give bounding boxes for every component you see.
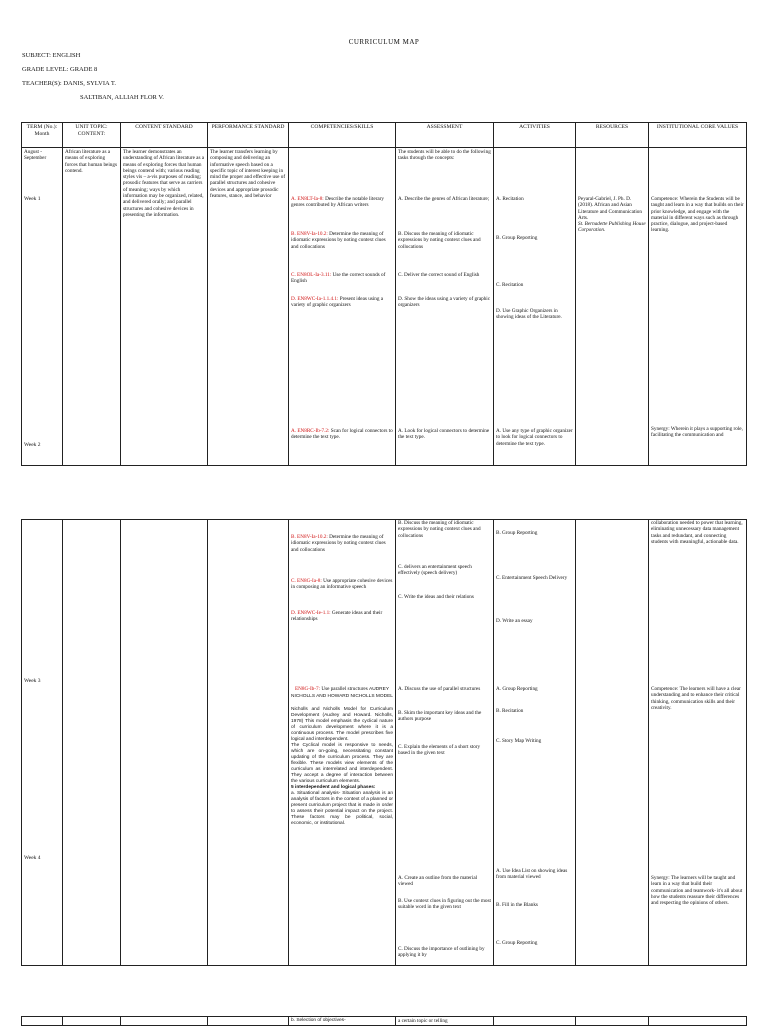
unit-cell [63, 520, 121, 966]
competency-text: Describe the notable literary genres contributed by African writers [291, 196, 384, 209]
content-standard-cell: The learner demonstrates an understanding of African literature as a means of exploring forces that human beings contend with; various reading styles vis – a-vis purposes of reading; prosodic features that serve as carriers of meaning; ways by which information may be organized, related, and delivered orally; and parallel structures and cohesive devices in presenting the information. [121, 148, 208, 466]
activity-h: A. Use Idea List on showing ideas from material viewed [496, 868, 568, 881]
week-3-label: Week 3 [24, 678, 41, 684]
competency-text: Use parallel structures [320, 686, 368, 692]
grade-line: GRADE LEVEL: GRADE 8 [22, 66, 98, 73]
assessment-j: C. Discuss the importance of outlining by applying it by [398, 946, 485, 959]
resources-cell [576, 520, 649, 966]
competency-text: Generate ideas and their relationships [291, 610, 383, 623]
table-row [22, 520, 747, 966]
competency-text: Use the correct sounds of English [291, 272, 386, 285]
resource-publisher: St. Bernadette Publishing House Corporation. [578, 221, 646, 234]
core-values-cell [649, 148, 747, 466]
table-row [22, 1017, 747, 1026]
performance-standard-cell [208, 1017, 289, 1026]
performance-standard-cell: The learner transfers learning by composing and delivering an informative speech based on a specific topic of interest keeping in mind the proper and effective use of parallel structures and cohesive devices and appropriate prosodic features, stance, and behavior [208, 148, 289, 466]
activity-f: B. Recitation [496, 708, 524, 714]
competency-text: Present ideas using a variety of graphic organizers [291, 296, 384, 309]
competency-code: A. EN8RC-Ib-7.2: [291, 428, 330, 434]
col-header-resources: RESOURCES [576, 123, 649, 148]
assessment-c: C. delivers an entertainment speech effectively (speech delivery) [398, 564, 472, 577]
col-header-assessment: ASSESSMENT [396, 123, 494, 148]
resources-cell [576, 1017, 649, 1026]
activity-c: C. Recitation [496, 282, 524, 288]
model-paragraph-3: 5 interdependent and logical phases: [291, 785, 376, 790]
competency-b [291, 231, 393, 250]
week-2-label: Week 2 [24, 442, 41, 448]
assessment-e: A. Look for logical connectors to determine the text type. [398, 428, 490, 441]
term-month: August - September [24, 149, 47, 162]
competency-code: D. EN8WC-Ia-1.1.4.1: [291, 296, 339, 302]
competency-e [291, 428, 393, 441]
competency-code: C. EN8G-Ia-8: [291, 578, 322, 584]
core-value-competence: Competence: The learners will have a clear understanding and to enhance their critical thinking, communication skills and their creativity. [651, 686, 741, 711]
col-header-core-values: INSTITUTIONAL CORE VALUES [649, 123, 747, 148]
competency-c [291, 578, 393, 591]
model-title: AUDREY NICHOLLS AND HOWARD NICHOLLS MODEL [291, 687, 393, 699]
term-cell [22, 1017, 63, 1026]
core-value-synergy: Synergy: Wherein it plays a supporting role, facilitating the communication and [651, 426, 743, 439]
resources-cell [576, 148, 649, 466]
document-title: CURRICULUM MAP [348, 38, 420, 46]
competency-code: EN8G-Ib-7: [294, 686, 321, 692]
core-value-collaboration: collaboration needed to power that learning, eliminating unnecessary data management tasks and redundant, and connecting students with meaningful, actionable data. [651, 520, 743, 545]
activity-a: A. Recitation [496, 196, 524, 202]
subject-line: SUBJECT: ENGLISH [22, 52, 81, 59]
competency-code: B. EN8V-Ia-10.2: [291, 231, 328, 237]
col-header-performance-standard: PERFORMANCE STANDARD [208, 123, 289, 148]
core-value-synergy: Synergy: The learners will be taught and learn in a way that build their communication and teamwork- it's all about how the students reassure their differences and respecting the opinions of others. [651, 875, 743, 907]
core-values-cell [649, 520, 747, 966]
competencies-cell [289, 148, 396, 466]
assessment-g: C. Explain the elements of a short story based in the given text [398, 744, 481, 757]
model-paragraph-4: a. Situational analysis- Situation analysis is an analysis of factors in the context of a planned or present curriculum project that is made in order to assess their potential impact on the project. These factors may be political, social, economic, or institutional. [291, 791, 393, 826]
core-values-cell [649, 1017, 747, 1026]
activity-e: A. Group Reporting [496, 686, 538, 692]
model-description [291, 707, 393, 827]
activity-d: D. Use Graphic Organizers in showing ideas of the Literature. [496, 308, 562, 321]
activity-b: B. Group Reporting [496, 235, 538, 241]
competency-code: C. EN8OL-Ia-3.11: [291, 272, 332, 278]
activity-g: C. Story Map Writing [496, 738, 542, 744]
competency-text: Use appropriate cohesive devices in composing an informative speech [291, 578, 393, 591]
core-value-competence: Competence: Wherein the Students will be taught and learn in a way that builds on their prior knowledge, and engage with the material in different ways such as through practice, dialogue, and project-based learning. [651, 196, 744, 234]
activity-b: B. Group Reporting [496, 530, 538, 536]
competency-d [291, 296, 393, 309]
term-cell [22, 520, 63, 966]
activity-d: D. Write an essay [496, 618, 533, 624]
col-header-unit: UNIT TOPIC: CONTENT: [63, 123, 121, 148]
activity-i: B. Fill in the Blanks [496, 902, 538, 908]
assessment-cell: a certain topic or telling [396, 1017, 494, 1026]
unit-cell: African literature as a means of exploring forces that human beings contend. [63, 148, 121, 466]
competency-d [291, 610, 393, 623]
assessment-cell [396, 520, 494, 966]
activity-j: C. Group Reporting [496, 940, 538, 946]
week-1-label: Week 1 [24, 196, 41, 202]
resource-entry [578, 196, 646, 234]
assessment-h: A. Create an outline from the material viewed [398, 875, 478, 888]
assessment-intro: The students will be able to do the following tasks through the concepts: [398, 149, 491, 162]
assessment-cell [396, 148, 494, 466]
activities-cell [494, 520, 576, 966]
col-header-activities: ACTIVITIES [494, 123, 576, 148]
competencies-cell [289, 520, 396, 966]
teacher-line: TEACHER(S): DANIS, SYLVIA T. [22, 80, 116, 87]
competency-e [291, 686, 393, 700]
assessment-d: D. Show the ideas using a variety of graphic organizers [398, 296, 491, 309]
competency-text: Determine the meaning of idiomatic expressions by noting context clues and collocations [291, 231, 386, 250]
activities-cell [494, 1017, 576, 1026]
col-header-term: TERM (No.): Month [22, 123, 63, 148]
competency-code: B. EN8V-Ia-10.2: [291, 534, 328, 540]
model-paragraph-2: The Cyclical model is responsive to needs, which are on-going, necessitating constant updating of the curriculum process. They are flexible. These models view elements of the curriculum as interrelated and interdependent. They accept a degree of interaction between the various curriculum elements. [291, 743, 393, 784]
curriculum-table-3 [21, 1016, 747, 1026]
competency-text: Scan for logical connectors to determine the text type. [291, 428, 393, 441]
curriculum-table-1 [21, 122, 747, 466]
activity-c: C. Entertainment Speech Delivery [496, 575, 568, 581]
content-standard-cell [121, 1017, 208, 1026]
assessment-d: C. Write the ideas and their relations [398, 594, 474, 600]
performance-standard-cell [208, 520, 289, 966]
assessment-a: A. Describe the genres of African literature; [398, 196, 490, 202]
resource-citation: Peyaral-Gabriel, J. Ph. D. (2018). African and Asian Literature and Communication Arts. [578, 196, 642, 221]
week-4-label: Week 4 [24, 855, 41, 861]
activity-e: A. Use any type of graphic organizer to look for logical connectors to determine the text type. [496, 428, 573, 447]
curriculum-table-2 [21, 519, 747, 966]
assessment-i: B. Use context clues in figuring out the most suitable word in the given text [398, 898, 491, 911]
assessment-b: B. Discuss the meaning of idiomatic expressions by noting context clues and collocations [398, 231, 481, 250]
competency-a [291, 196, 393, 209]
competency-code: A. EN8LT-Ia-8: [291, 196, 324, 202]
competency-b [291, 534, 393, 553]
activities-cell [494, 148, 576, 466]
assessment-e: A. Discuss the use of parallel structures [398, 686, 481, 692]
assessment-c: C. Deliver the correct sound of English [398, 272, 480, 278]
competency-c [291, 272, 393, 285]
competency-code: D. EN8WC-Ie-1.1: [291, 610, 331, 616]
competencies-cell: b. Selection of objectives- [289, 1017, 396, 1026]
col-header-content-standard: CONTENT STANDARD [121, 123, 208, 148]
content-standard-cell [121, 520, 208, 966]
col-header-competencies: COMPETENCIES/SKILLS [289, 123, 396, 148]
unit-cell [63, 1017, 121, 1026]
model-paragraph-1: Nicholls and Nicholls Model for Curriculum Development (Audrey and Howard. Nicholls, 1978) This model emphasis the cyclical nature of curriculum development where it is a continuous process. The model prescribes five logical and interdependent. [291, 707, 393, 742]
table-row [22, 148, 747, 466]
teacher-line-2: SALTIBAN, ALLIAH FLOR V. [80, 94, 164, 101]
competency-text: Determine the meaning of idiomatic expressions by noting context clues and collocations [291, 534, 386, 553]
assessment-f: B. Skim the important key ideas and the authors purpose [398, 710, 482, 723]
term-cell [22, 148, 63, 466]
table-header-row [22, 123, 747, 148]
assessment-b: B. Discuss the meaning of idiomatic expressions by noting context clues and collocations [398, 520, 481, 539]
